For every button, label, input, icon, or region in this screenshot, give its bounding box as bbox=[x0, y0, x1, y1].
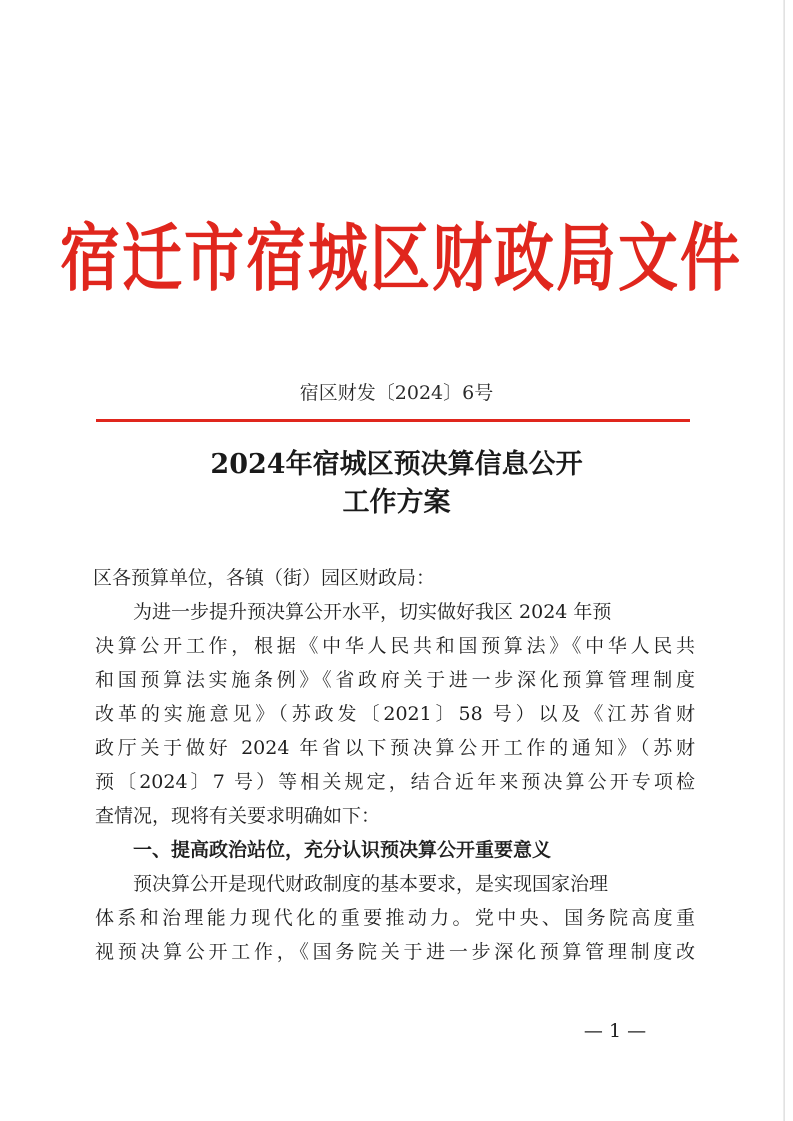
section-1-heading: 一、提高政治站位，充分认识预决算公开重要意义 bbox=[133, 839, 552, 861]
addressee: 区各预算单位，各镇（街）园区财政局： bbox=[93, 567, 436, 589]
section-1-line-2: 体系和治理能力现代化的重要推动力。党中央、国务院高度重 bbox=[95, 907, 695, 929]
intro-line-3: 和国预算法实施条例》《省政府关于进一步深化预算管理制度 bbox=[95, 669, 695, 691]
intro-line-2: 决算公开工作，根据《中华人民共和国预算法》《中华人民共 bbox=[95, 635, 695, 657]
issuer-header: 宿迁市宿城区财政局文件 bbox=[60, 216, 742, 302]
intro-line-7: 查情况，现将有关要求明确如下： bbox=[95, 805, 381, 827]
title-line-2: 工作方案 bbox=[342, 487, 451, 518]
document-number: 宿区财发〔2024〕6号 bbox=[299, 382, 494, 404]
intro-line-4: 改革的实施意见》（苏政发〔2021〕58 号）以及《江苏省财 bbox=[95, 703, 695, 725]
intro-line-1: 为进一步提升预决算公开水平，切实做好我区 2024 年预 bbox=[133, 601, 612, 623]
red-divider bbox=[96, 419, 690, 422]
page-number: — 1 — bbox=[583, 1020, 647, 1042]
section-1-line-1: 预决算公开是现代财政制度的基本要求，是实现国家治理 bbox=[133, 873, 609, 895]
document-title bbox=[0, 446, 793, 522]
intro-line-6: 预〔2024〕7 号）等相关规定，结合近年来预决算公开专项检 bbox=[95, 771, 695, 793]
section-1-line-3: 视预决算公开工作，《国务院关于进一步深化预算管理制度改 bbox=[95, 941, 695, 963]
title-line-1: 2024年宿城区预决算信息公开 bbox=[210, 449, 583, 480]
page-edge bbox=[783, 0, 785, 1121]
document-body bbox=[95, 561, 695, 969]
intro-line-5: 政厅关于做好 2024 年省以下预决算公开工作的通知》（苏财 bbox=[95, 737, 695, 759]
